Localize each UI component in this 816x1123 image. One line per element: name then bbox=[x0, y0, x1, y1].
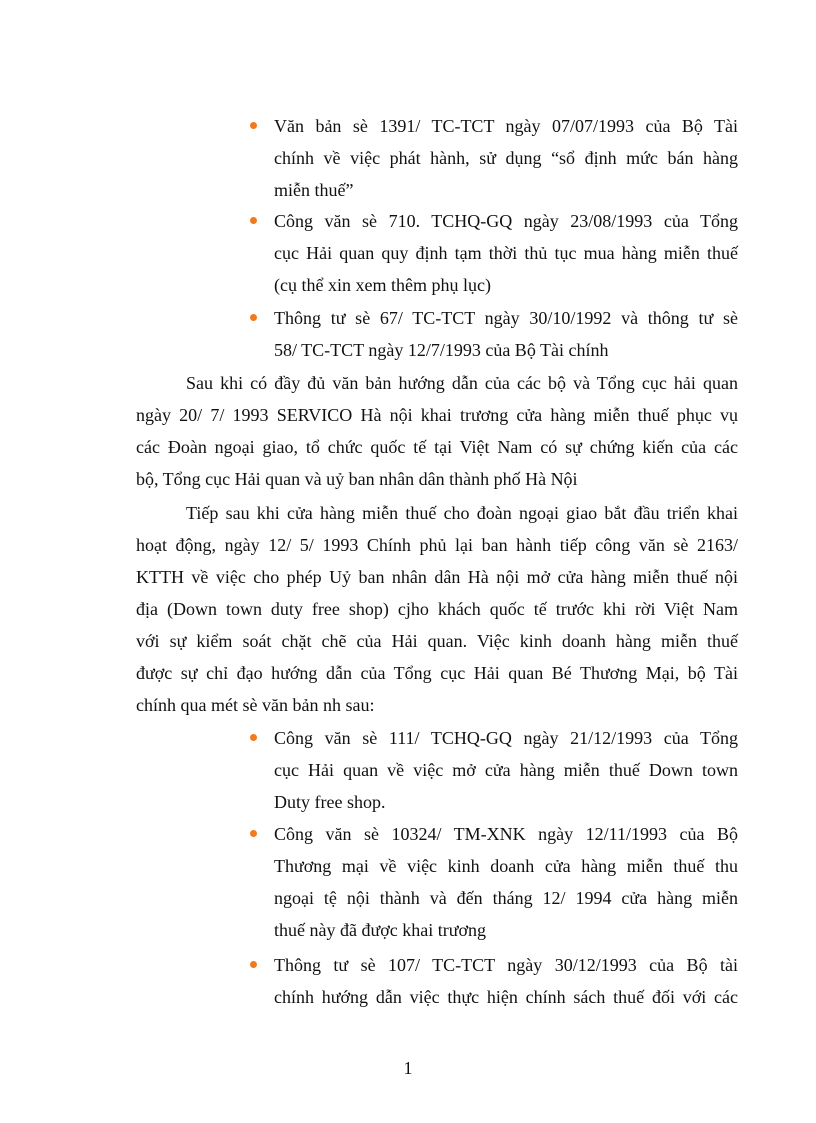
paragraph-line: được sự chỉ đạo hướng dẫn của Tổng cục Hải quan Bé Thương Mại, bộ Tài bbox=[136, 663, 738, 683]
bullet-item-line: chính về việc phát hành, sử dụng “sổ định mức bán hàng bbox=[274, 148, 738, 168]
bullet-item-line: ngoại tệ nội thành và đến tháng 12/ 1994 cửa hàng miễn bbox=[274, 888, 738, 908]
bullet-item-line: chính hướng dẫn việc thực hiện chính sách thuế đối với các bbox=[274, 987, 738, 1007]
paragraph-line: chính qua mét sè văn bản nh sau: bbox=[136, 695, 375, 715]
bullet-item-line: Thương mại về việc kinh doanh cửa hàng miễn thuế thu bbox=[274, 856, 738, 876]
bullet-item-line: Công văn sè 710. TCHQ-GQ ngày 23/08/1993 của Tổng bbox=[274, 211, 738, 231]
paragraph-line: Sau khi có đầy đủ văn bản hướng dẫn của các bộ và Tổng cục hải quan bbox=[186, 373, 738, 393]
bullet-icon bbox=[250, 217, 257, 224]
page-number: 1 bbox=[403, 1058, 413, 1078]
bullet-item-line: thuế này đã được khai trương bbox=[274, 920, 486, 940]
bullet-icon bbox=[250, 830, 257, 837]
bullet-item-line: miễn thuế” bbox=[274, 180, 354, 200]
paragraph-line: ngày 20/ 7/ 1993 SERVICO Hà nội khai trương cửa hàng miễn thuế phục vụ bbox=[136, 405, 738, 425]
bullet-item-line: Thông tư sè 67/ TC-TCT ngày 30/10/1992 và thông tư sè bbox=[274, 308, 738, 328]
paragraph-line: địa (Down town duty free shop) cjho khách quốc tế trước khi rời Việt Nam bbox=[136, 599, 738, 619]
paragraph-line: các Đoàn ngoại giao, tổ chức quốc tế tại Việt Nam có sự chứng kiến của các bbox=[136, 437, 738, 457]
bullet-item-line: Duty free shop. bbox=[274, 792, 386, 812]
bullet-icon bbox=[250, 314, 257, 321]
paragraph-line: với sự kiểm soát chặt chẽ của Hải quan. Việc kinh doanh hàng miễn thuế bbox=[136, 631, 738, 651]
bullet-item-line: Thông tư sè 107/ TC-TCT ngày 30/12/1993 của Bộ tài bbox=[274, 955, 738, 975]
bullet-item-line: Công văn sè 10324/ TM-XNK ngày 12/11/1993 của Bộ bbox=[274, 824, 738, 844]
bullet-icon bbox=[250, 122, 257, 129]
paragraph-line: bộ, Tổng cục Hải quan và uỷ ban nhân dân thành phố Hà Nội bbox=[136, 469, 578, 489]
bullet-item-line: cục Hải quan về việc mở cửa hàng miễn thuế Down town bbox=[274, 760, 738, 780]
bullet-icon bbox=[250, 734, 257, 741]
paragraph-line: hoạt động, ngày 12/ 5/ 1993 Chính phủ lại ban hành tiếp công văn sè 2163/ bbox=[136, 535, 738, 555]
bullet-item-line: Công văn sè 111/ TCHQ-GQ ngày 21/12/1993 của Tổng bbox=[274, 728, 738, 748]
paragraph-line: Tiếp sau khi cửa hàng miễn thuế cho đoàn ngoại giao bắt đầu triển khai bbox=[186, 503, 738, 523]
bullet-item-line: (cụ thể xin xem thêm phụ lục) bbox=[274, 275, 491, 295]
bullet-icon bbox=[250, 961, 257, 968]
bullet-item-line: 58/ TC-TCT ngày 12/7/1993 của Bộ Tài chính bbox=[274, 340, 609, 360]
bullet-item-line: cục Hải quan quy định tạm thời thủ tục mua hàng miễn thuế bbox=[274, 243, 738, 263]
paragraph-line: KTTH về việc cho phép Uỷ ban nhân dân Hà nội mở cửa hàng miễn thuế nội bbox=[136, 567, 738, 587]
bullet-item-line: Văn bản sè 1391/ TC-TCT ngày 07/07/1993 của Bộ Tài bbox=[274, 116, 738, 136]
